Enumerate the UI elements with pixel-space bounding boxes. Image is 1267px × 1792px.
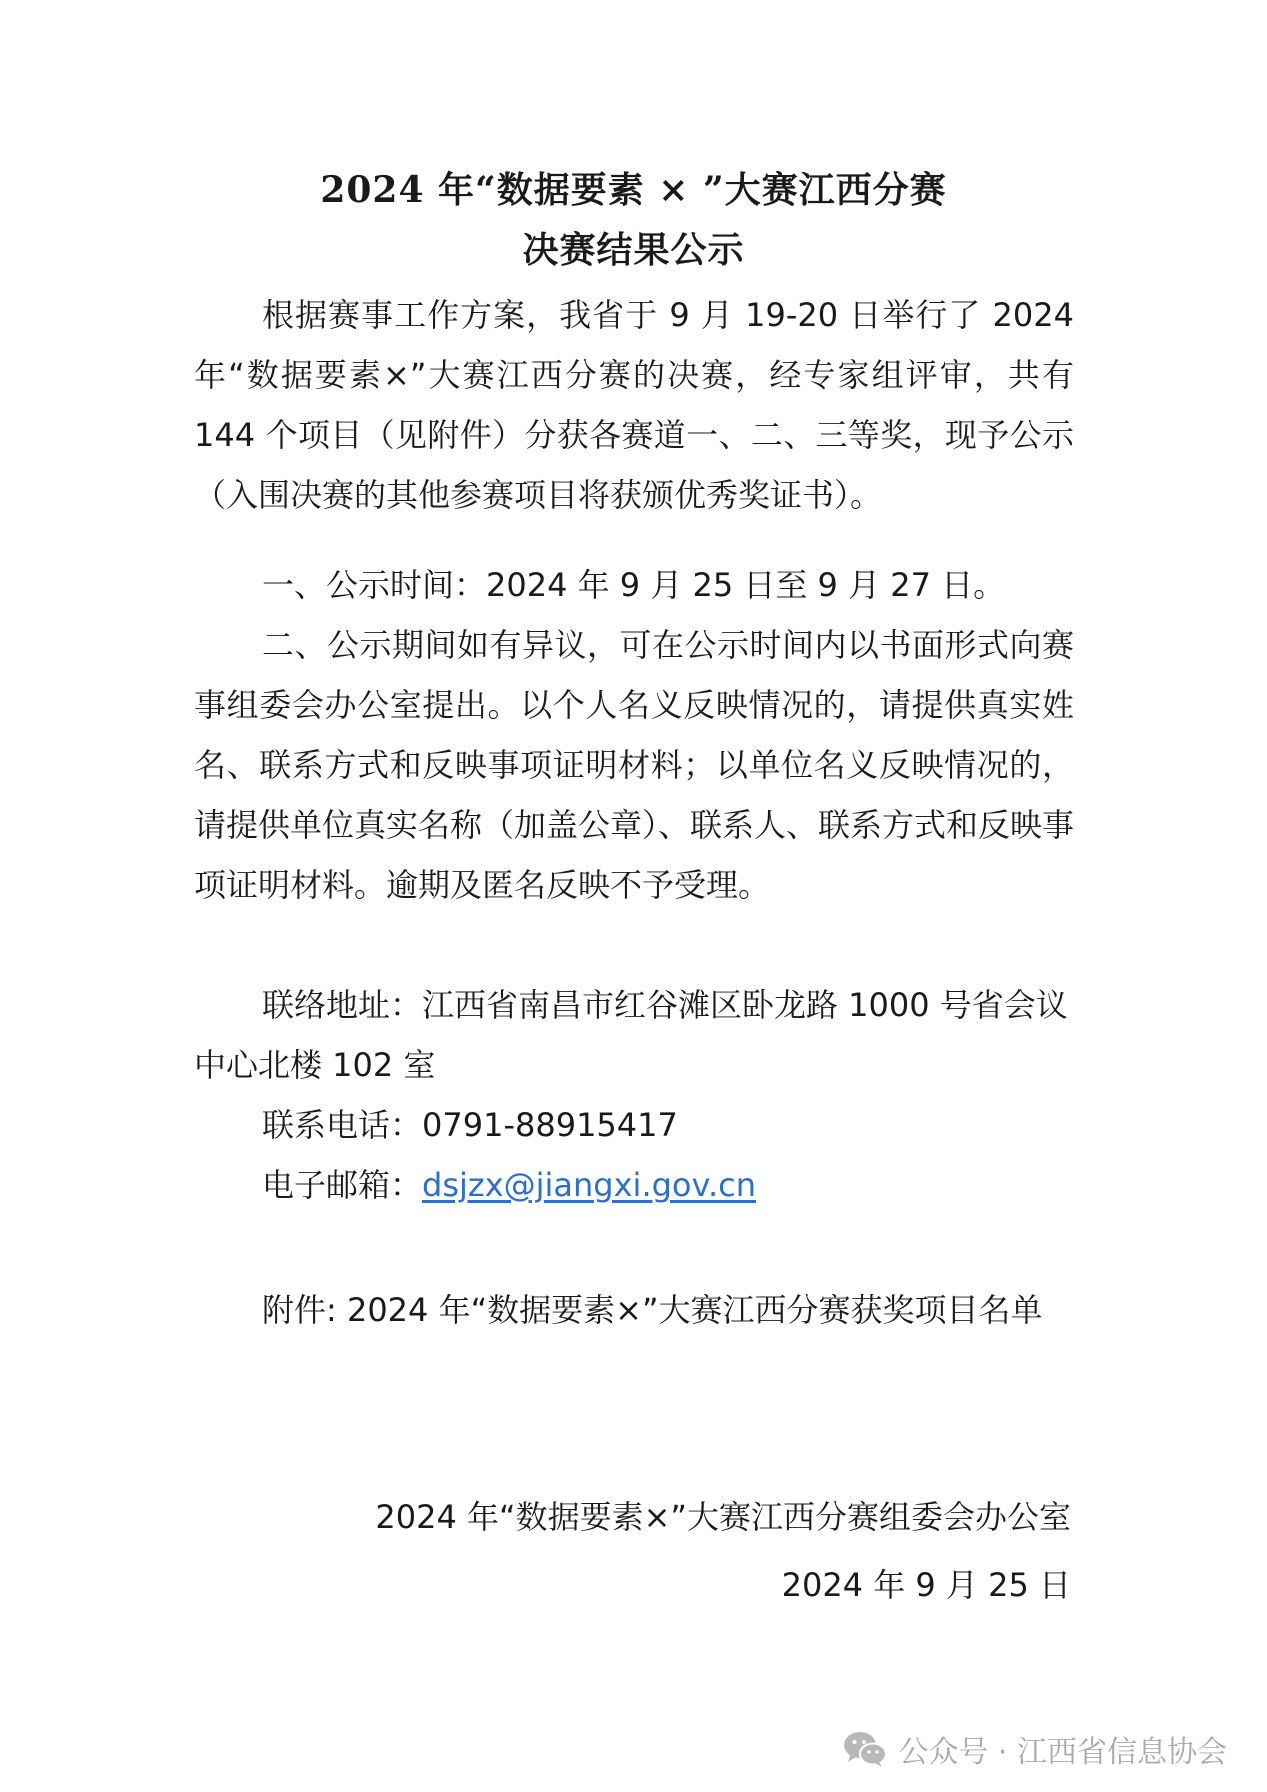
wechat-icon bbox=[842, 1729, 888, 1769]
intro-paragraph: 根据赛事工作方案，我省于 9 月 19-20 日举行了 2024 年“数据要素×”大赛江西分赛的决赛，经专家组评审，共有 144 个项目（见附件）分获各赛道一、二、三等奖，现予公示（入围决赛的其他参赛项目将获颁优秀奖证书）。 bbox=[194, 296, 1074, 514]
attachment-section bbox=[194, 1280, 1074, 1340]
objection-section bbox=[194, 615, 1074, 915]
publicity-time-paragraph: 一、公示时间：2024 年 9 月 25 日至 9 月 27 日。 bbox=[262, 566, 1006, 604]
intro-section bbox=[194, 285, 1074, 525]
watermark bbox=[842, 1727, 1227, 1771]
contact-email-label: 电子邮箱： bbox=[262, 1166, 423, 1204]
document-title: 2024 年“数据要素 × ”大赛江西分赛 bbox=[320, 169, 947, 211]
objection-paragraph: 二、公示期间如有异议，可在公示时间内以书面形式向赛事组委会办公室提出。以个人名义反映情况的，请提供真实姓名、联系方式和反映事项证明材料；以单位名义反映情况的，请提供单位真实名称（加盖公章）、联系人、联系方式和反映事项证明材料。逾期及匿名反映不予受理。 bbox=[194, 626, 1075, 904]
publicity-time-section bbox=[194, 555, 1074, 615]
signature-organization: 2024 年“数据要素×”大赛江西分赛组委会办公室 bbox=[375, 1498, 1071, 1536]
document-subtitle: 决赛结果公示 bbox=[522, 229, 745, 271]
contact-email-link[interactable]: dsjzx@jiangxi.gov.cn bbox=[422, 1166, 756, 1204]
contact-phone: 联系电话：0791-88915417 bbox=[262, 1106, 678, 1144]
signature-date: 2024 年 9 月 25 日 bbox=[781, 1566, 1071, 1604]
contact-section bbox=[194, 975, 1074, 1215]
contact-address: 联络地址：江西省南昌市红谷滩区卧龙路 1000 号省会议中心北楼 102 室 bbox=[194, 986, 1068, 1084]
attachment-paragraph: 附件: 2024 年“数据要素×”大赛江西分赛获奖项目名单 bbox=[262, 1291, 1043, 1329]
contact-email-row bbox=[194, 1155, 1074, 1215]
watermark-text: 公众号 · 江西省信息协会 bbox=[898, 1735, 1227, 1770]
